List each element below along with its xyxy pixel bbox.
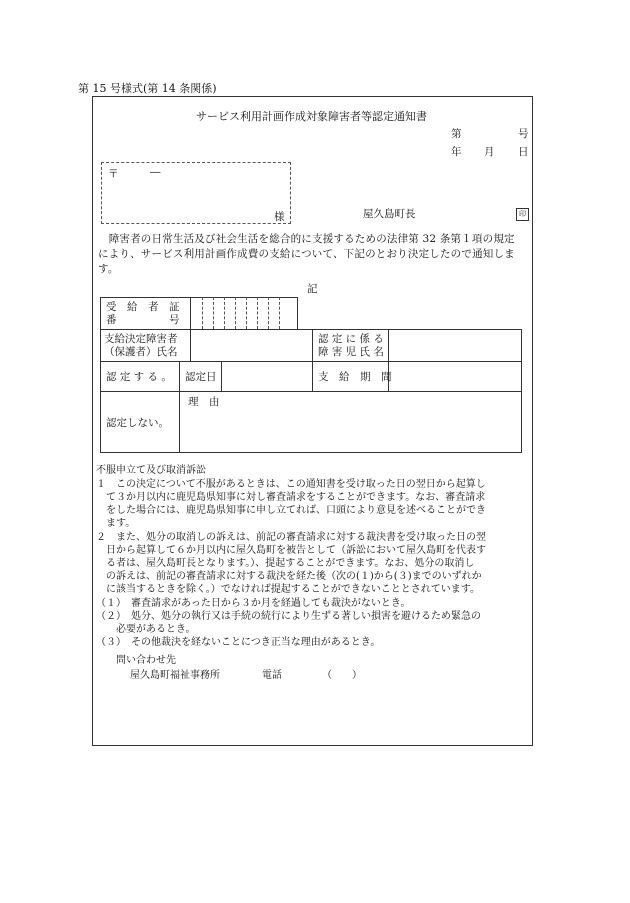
decision-person-label-2: （保護者）氏名 bbox=[104, 346, 178, 358]
digit-divider bbox=[246, 297, 247, 329]
notes-line: （１） 審査請求があった日から３か月を経過しても裁決がないとき。 bbox=[96, 598, 411, 609]
number-dai: 第 bbox=[451, 128, 462, 140]
ki-heading: 記 bbox=[307, 283, 318, 295]
address-box bbox=[101, 162, 291, 224]
notes-line: 日から起算して６か月以内に屋久島町を被告として（訴訟において屋久島町を代表す bbox=[96, 545, 486, 556]
notes-line: をした場合には、鹿児島県知事に申し立てれば、口頭により意見を述べることができ bbox=[96, 505, 486, 516]
table-line bbox=[190, 297, 191, 362]
reason-label: 理 由 bbox=[188, 396, 220, 408]
digit-divider bbox=[235, 297, 236, 329]
digit-divider bbox=[202, 297, 203, 329]
recipient-suffix: 様 bbox=[274, 211, 285, 223]
digit-divider bbox=[257, 297, 258, 329]
phone-label: 電話 bbox=[262, 670, 282, 681]
notes-line: 必要があるとき。 bbox=[96, 624, 196, 635]
child-label-2: 障 害 児 氏 名 bbox=[318, 346, 384, 358]
notes-line: ます。 bbox=[96, 518, 136, 529]
table-line bbox=[179, 361, 180, 453]
notes-line: （３） その他裁決を経ないことにつき正当な理由があるとき。 bbox=[96, 637, 381, 648]
number-go: 号 bbox=[518, 128, 529, 140]
approve-label: 認 定 す る 。 bbox=[106, 371, 172, 383]
postal-mark: 〒 bbox=[108, 168, 119, 180]
child-label-1: 認 定 に 係 る bbox=[318, 333, 384, 345]
deny-label: 認定しない。 bbox=[106, 417, 169, 429]
table-line bbox=[100, 391, 522, 392]
notes-line: て３か月以内に鹿児島県知事に対し審査請求をすることができます。なお、審査請求 bbox=[96, 492, 486, 503]
notes-line: ２ また、処分の取消しの訴えは、前記の審査請求に対する裁決書を受け取った日の翌 bbox=[96, 532, 486, 543]
period-label: 支 給 期 間 bbox=[318, 371, 392, 383]
table-line bbox=[221, 361, 222, 392]
decision-person-label-1: 支給決定障害者 bbox=[104, 333, 178, 345]
notes-line: に該当するときを除く。）でなければ提起することができないこととされています。 bbox=[96, 584, 480, 595]
table-line bbox=[312, 329, 313, 392]
form-number: 第 15 号様式(第 14 条関係) bbox=[78, 82, 217, 95]
table-line bbox=[100, 361, 522, 362]
digit-divider bbox=[224, 297, 225, 329]
recipient-cert-label-2: 番 号 bbox=[106, 314, 180, 326]
issuer-name: 屋久島町長 bbox=[363, 208, 416, 220]
date-month: 月 bbox=[484, 146, 495, 158]
body-line-3: す。 bbox=[98, 263, 119, 275]
table-line bbox=[521, 329, 522, 453]
postal-dash: ― bbox=[150, 166, 161, 178]
approve-date-label: 認定日 bbox=[185, 371, 217, 383]
table-line bbox=[100, 452, 522, 453]
date-year: 年 bbox=[451, 146, 462, 158]
date-day: 日 bbox=[518, 146, 529, 158]
notes-line: の訴えは、前記の審査請求に対する裁決を経た後（次の(１)から(３)までのいずれか bbox=[96, 571, 482, 582]
body-line-2: により、サービス利用計画作成費の支給について、下記のとおり決定したので通知しま bbox=[98, 248, 515, 260]
digit-divider bbox=[279, 297, 280, 329]
recipient-cert-label-1: 受 給 者 証 bbox=[106, 301, 180, 313]
phone-paren: （ ） bbox=[322, 670, 362, 681]
notes-line: （２） 処分、処分の執行又は手続の続行により生ずる著しい損害を避けるため緊急の bbox=[96, 611, 481, 622]
notes-heading: 不服申立て及び取消訴訟 bbox=[96, 465, 206, 476]
inquiry-label: 問い合わせ先 bbox=[116, 655, 176, 666]
seal-mark: 印 bbox=[516, 207, 529, 221]
body-line-1: 障害者の日常生活及び社会生活を総合的に支援するための法律第 32 条第１項の規定 bbox=[98, 233, 515, 245]
notes-line: る者は、屋久島町長となります。）、提起することができます。なお、処分の取消し bbox=[96, 558, 475, 569]
table-line bbox=[297, 297, 298, 330]
office-name: 屋久島町福祉事務所 bbox=[130, 670, 220, 681]
document-title: サービス利用計画作成対象障害者等認定通知書 bbox=[196, 110, 427, 123]
digit-divider bbox=[213, 297, 214, 329]
notes-line: １ この決定について不服があるときは、この通知書を受け取った日の翌日から起算し bbox=[96, 479, 486, 490]
table-line bbox=[100, 329, 522, 330]
digit-divider bbox=[268, 297, 269, 329]
table-line bbox=[100, 297, 101, 453]
